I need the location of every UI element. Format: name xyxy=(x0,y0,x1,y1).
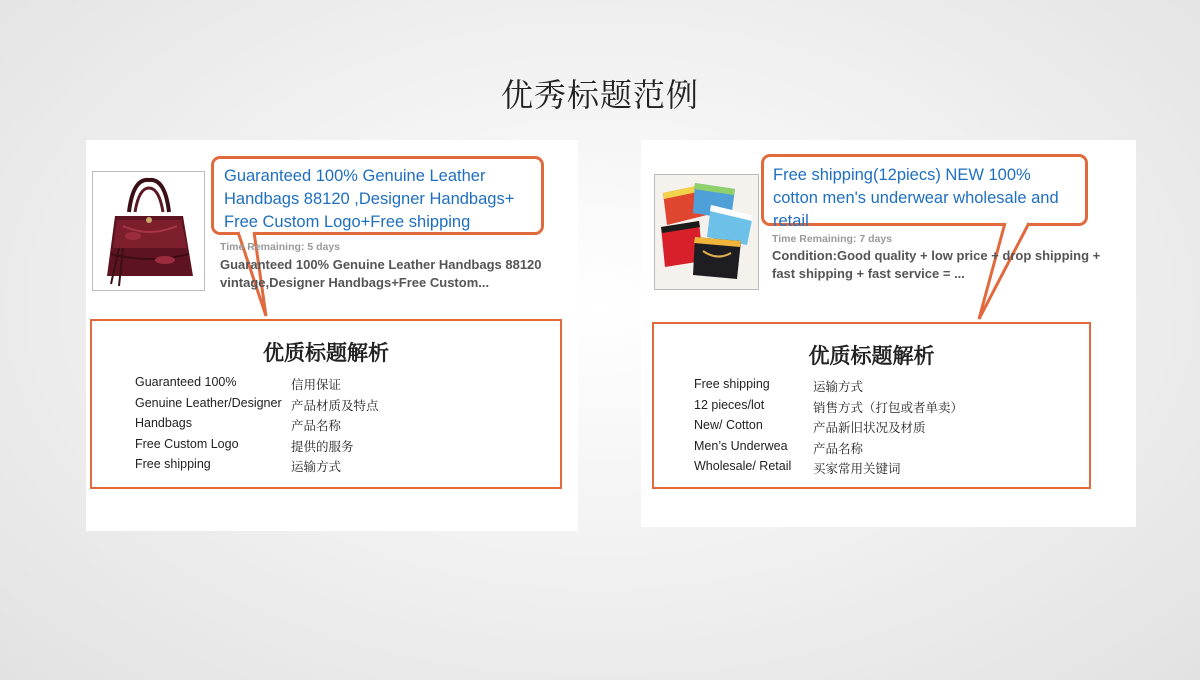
analysis-term: Free shipping xyxy=(135,457,211,471)
analysis-term: Genuine Leather/Designer xyxy=(135,395,282,410)
analysis-heading: 优质标题解析 xyxy=(808,345,935,368)
analysis-term: Men’s Underwea xyxy=(694,438,788,453)
analysis-heading: 优质标题解析 xyxy=(263,342,389,365)
analysis-row xyxy=(694,398,1084,419)
analysis-term: New/ Cotton xyxy=(694,418,763,432)
headline-link[interactable]: Free shipping(12piecs) NEW 100% cotton men's underwear wholesale and retail xyxy=(773,166,1059,230)
analysis-term: Free shipping xyxy=(694,377,770,391)
analysis-term: 12 pieces/lot xyxy=(694,397,765,412)
analysis-meaning: 运输方式 xyxy=(291,460,342,474)
time-remaining: Time Remaining: 5 days xyxy=(220,241,341,253)
title-analysis-box xyxy=(90,319,562,489)
headline-callout[interactable] xyxy=(761,154,1088,230)
analysis-row xyxy=(694,459,1084,480)
analysis-meaning: 产品材质及特点 xyxy=(291,398,379,413)
analysis-row xyxy=(135,416,555,437)
listing-title[interactable]: Condition:Good quality + low price + drop shipping + fast shipping + fast service = ... xyxy=(772,248,1101,281)
analysis-meaning: 信用保证 xyxy=(291,378,342,392)
time-remaining: Time Remaining: 7 days xyxy=(772,233,893,245)
slide-title: 优秀标题范例 xyxy=(500,76,699,114)
analysis-row xyxy=(135,437,555,458)
analysis-term: Handbags xyxy=(135,416,192,430)
analysis-row xyxy=(694,377,1084,398)
analysis-row xyxy=(694,418,1084,439)
analysis-meaning: 产品名称 xyxy=(291,419,342,433)
analysis-meaning: 产品名称 xyxy=(813,441,864,456)
analysis-row xyxy=(135,375,555,396)
analysis-row xyxy=(135,457,555,478)
handbag-image[interactable] xyxy=(92,171,205,291)
listing-title[interactable]: Guaranteed 100% Genuine Leather Handbags 88120 vintage,Designer Handbags+Free Custom... xyxy=(220,257,542,290)
analysis-term: Wholesale/ Retail xyxy=(694,459,792,473)
analysis-row xyxy=(694,439,1084,460)
analysis-meaning: 运输方式 xyxy=(813,380,864,394)
title-analysis-box xyxy=(652,322,1091,489)
analysis-term: Free Custom Logo xyxy=(135,436,239,451)
analysis-row xyxy=(135,396,555,417)
analysis-rows xyxy=(135,375,555,478)
left-example-panel xyxy=(86,140,578,531)
analysis-meaning: 销售方式（打包或者单卖） xyxy=(813,400,964,415)
headline-link[interactable]: Guaranteed 100% Genuine Leather Handbags 88120 ,Designer Handbags+ Free Custom Logo+Free shipping xyxy=(224,167,515,231)
analysis-rows xyxy=(694,377,1084,480)
analysis-term: Guaranteed 100% xyxy=(135,375,237,389)
analysis-meaning: 提供的服务 xyxy=(291,439,354,454)
headline-callout[interactable] xyxy=(211,156,544,235)
right-example-panel xyxy=(641,140,1136,527)
analysis-meaning: 买家常用关键词 xyxy=(813,462,901,476)
underwear-image[interactable] xyxy=(654,174,759,290)
analysis-meaning: 产品新旧状况及材质 xyxy=(813,421,926,435)
